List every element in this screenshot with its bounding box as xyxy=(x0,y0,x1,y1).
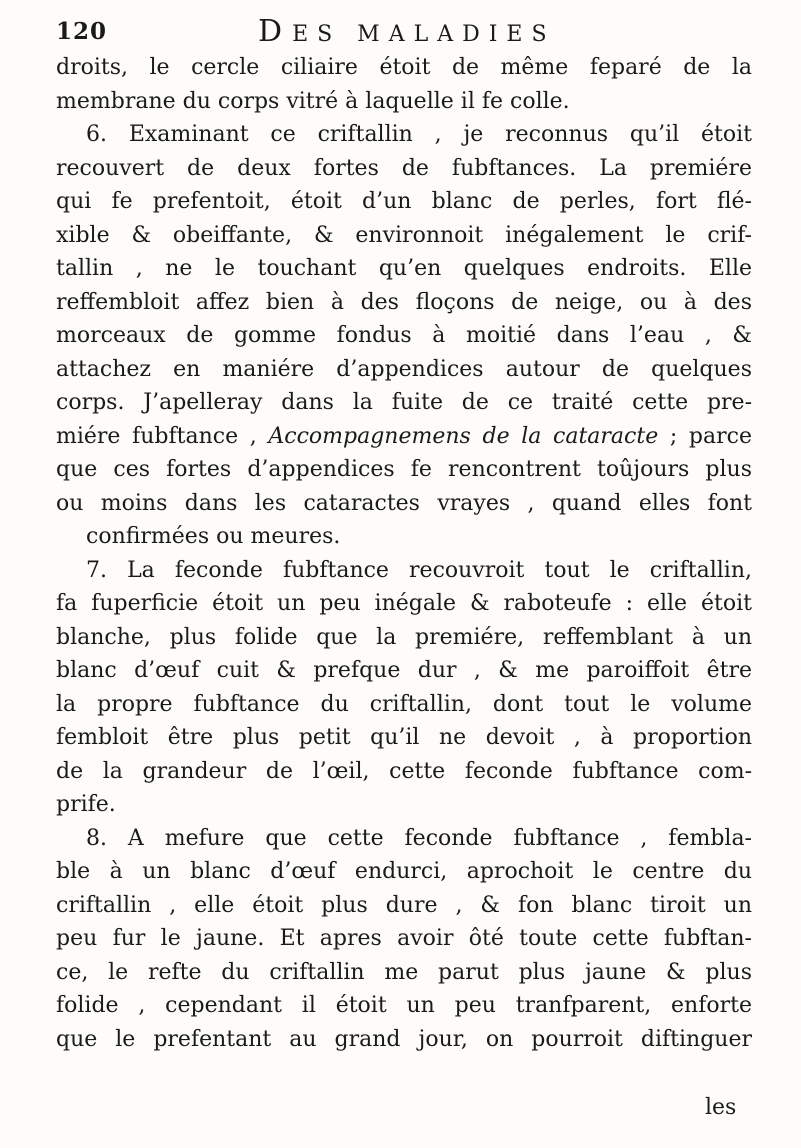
text-line: ou moins dans les cataractes vrayes , quand elles font xyxy=(56,490,752,516)
text-line: droits, le cercle ciliaire étoit de même feparé de la xyxy=(56,55,752,80)
body-text xyxy=(56,51,752,1056)
text-line: 6. Examinant ce criftallin , je reconnus qu’il étoit xyxy=(86,122,752,147)
running-title-initial: D xyxy=(258,14,293,49)
line-pre: miére fubftance , xyxy=(56,423,269,449)
text-line: fa fuperficie étoit un peu inégale & raboteufe : elle étoit xyxy=(56,591,752,616)
line-post: ; parce xyxy=(658,423,752,449)
text-line: recouvert de deux fortes de fubftances. La premiére xyxy=(56,155,752,181)
text-line: blanc d’œuf cuit & prefque dur , & me paroiffoit être xyxy=(56,658,752,683)
catchword: les xyxy=(705,1095,737,1120)
text-line: la propre fubftance du criftallin, dont tout le volume xyxy=(56,691,752,717)
page-number: 120 xyxy=(56,18,108,45)
text-line: prife. xyxy=(56,792,116,817)
running-title xyxy=(258,14,556,49)
text-line: qui fe prefentoit, étoit d’un blanc de perles, fort flé- xyxy=(56,189,752,214)
text-line: xible & obeiffante, & environnoit inégalement le crif- xyxy=(56,222,752,248)
text-line-with-italic xyxy=(56,420,752,454)
text-line: ce, le refte du criftallin me parut plus jaune & plus xyxy=(56,959,752,985)
text-line: que ces fortes d’appendices fe rencontrent toûjours plus xyxy=(56,457,752,482)
text-line: reffembloit affez bien à des floçons de neige, ou à des xyxy=(56,289,752,315)
text-line: que le prefentant au grand jour, on pourroit diftinguer xyxy=(56,1026,752,1052)
text-line: tallin , ne le touchant qu’en quelques endroits. Elle xyxy=(56,256,752,281)
text-line: de la grandeur de l’œil, cette feconde fubftance com- xyxy=(56,758,752,784)
text-line: ble à un blanc d’œuf endurci, aprochoit le centre du xyxy=(56,859,752,884)
text-line: fembloit être plus petit qu’il ne devoit , à proportion xyxy=(56,725,752,750)
text-line: blanche, plus folide que la premiére, reffemblant à un xyxy=(56,624,752,650)
italic-term: Accompagnemens de la cataracte xyxy=(268,423,659,449)
text-line: corps. J’apelleray dans la fuite de ce traité cette pre- xyxy=(56,390,752,415)
text-line: peu fur le jaune. Et apres avoir ôté toute cette fubftan- xyxy=(56,926,752,951)
page-header xyxy=(56,14,756,50)
text-line: morceaux de gomme fondus à moitié dans l’eau , & xyxy=(56,323,752,348)
text-line: 7. La feconde fubftance recouvroit tout le criftallin, xyxy=(86,557,752,583)
text-line: attachez en maniére d’appendices autour de quelques xyxy=(56,356,752,382)
text-line: folide , cependant il étoit un peu tranfparent, enforte xyxy=(56,993,752,1018)
running-title-rest: ES MALADIES xyxy=(292,22,556,47)
text-line: confirmées ou meures. xyxy=(86,524,341,549)
text-line: 8. A mefure que cette feconde fubftance , fembla- xyxy=(86,825,752,851)
text-line: criftallin , elle étoit plus dure , & fon blanc tiroit un xyxy=(56,892,752,918)
text-line: membrane du corps vitré à laquelle il fe colle. xyxy=(56,88,570,114)
